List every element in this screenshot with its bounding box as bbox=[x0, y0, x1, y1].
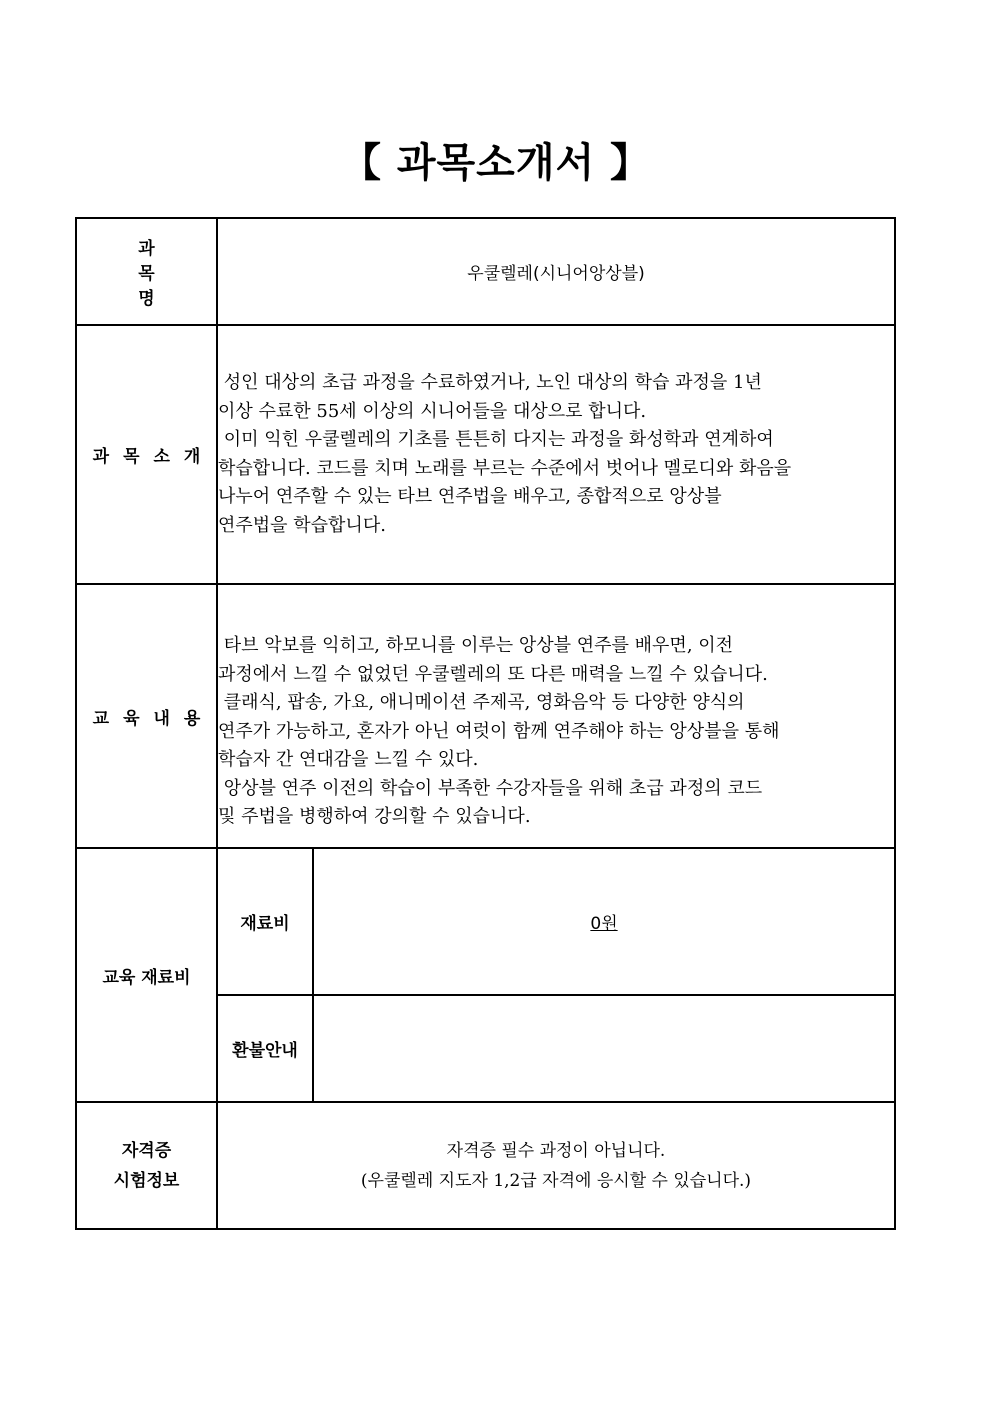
fee-value bbox=[313, 848, 895, 995]
certificate-line: (우쿨렐레 지도자 1,2급 자격에 응시할 수 있습니다.) bbox=[360, 1170, 752, 1191]
row-course-intro bbox=[76, 325, 895, 584]
course-intro-label: 과목소개 bbox=[76, 325, 217, 584]
course-intro-text bbox=[217, 325, 895, 584]
course-name-label: 과 목 명 bbox=[76, 218, 217, 325]
certificate-label-line: 자격증 bbox=[121, 1140, 172, 1161]
course-intro-paragraph: 성인 대상의 초급 과정을 수료하였거나, 노인 대상의 학습 과정을 1년 이상 수료한 55세 이상의 시니어들을 대상으로 합니다. bbox=[218, 372, 762, 422]
refund-label: 환불안내 bbox=[217, 995, 313, 1102]
certificate-line: 자격증 필수 과정이 아닙니다. bbox=[446, 1140, 666, 1161]
course-name-value: 우쿨렐레(시니어앙상블) bbox=[217, 218, 895, 325]
edu-content-paragraph: 앙상블 연주 이전의 학습이 부족한 수강자들을 위해 초급 과정의 코드 및 주법을 병행하여 강의할 수 있습니다. bbox=[218, 777, 763, 828]
refund-value bbox=[313, 995, 895, 1102]
row-certificate bbox=[76, 1102, 895, 1229]
certificate-label bbox=[76, 1102, 217, 1229]
material-fee-label: 교육 재료비 bbox=[76, 848, 217, 1102]
row-material-fee bbox=[76, 848, 895, 995]
row-edu-content bbox=[76, 584, 895, 848]
certificate-label-line: 시험정보 bbox=[113, 1170, 180, 1191]
course-intro-paragraph: 이미 익힌 우쿨렐레의 기초를 튼튼히 다지는 과정을 화성학과 연계하여 학습합니다. 코드를 치며 노래를 부르는 수준에서 벗어나 멜로디와 화음을 나누어 연주할 수 있는 타브 연주법을 배우고, 종합적으로 앙상블 연주법을 학습합니다. bbox=[218, 429, 792, 536]
document-title: 【 과목소개서 】 bbox=[340, 140, 652, 186]
row-course-name bbox=[76, 218, 895, 325]
edu-content-label: 교육내용 bbox=[76, 584, 217, 848]
course-info-table bbox=[75, 217, 896, 1230]
fee-amount: 0원 bbox=[590, 914, 618, 934]
edu-content-paragraph: 클래식, 팝송, 가요, 애니메이션 주제곡, 영화음악 등 다양한 양식의 연주가 가능하고, 혼자가 아닌 여럿이 함께 연주해야 하는 앙상블을 통해 학습자 간 연대감을 느낄 수 있다. bbox=[218, 692, 780, 771]
edu-content-text bbox=[217, 584, 895, 848]
edu-content-paragraph: 타브 악보를 익히고, 하모니를 이루는 앙상블 연주를 배우면, 이전 과정에서 느낄 수 없었던 우쿨렐레의 또 다른 매력을 느낄 수 있습니다. bbox=[218, 635, 768, 685]
fee-label: 재료비 bbox=[217, 848, 313, 995]
certificate-info bbox=[217, 1102, 895, 1229]
